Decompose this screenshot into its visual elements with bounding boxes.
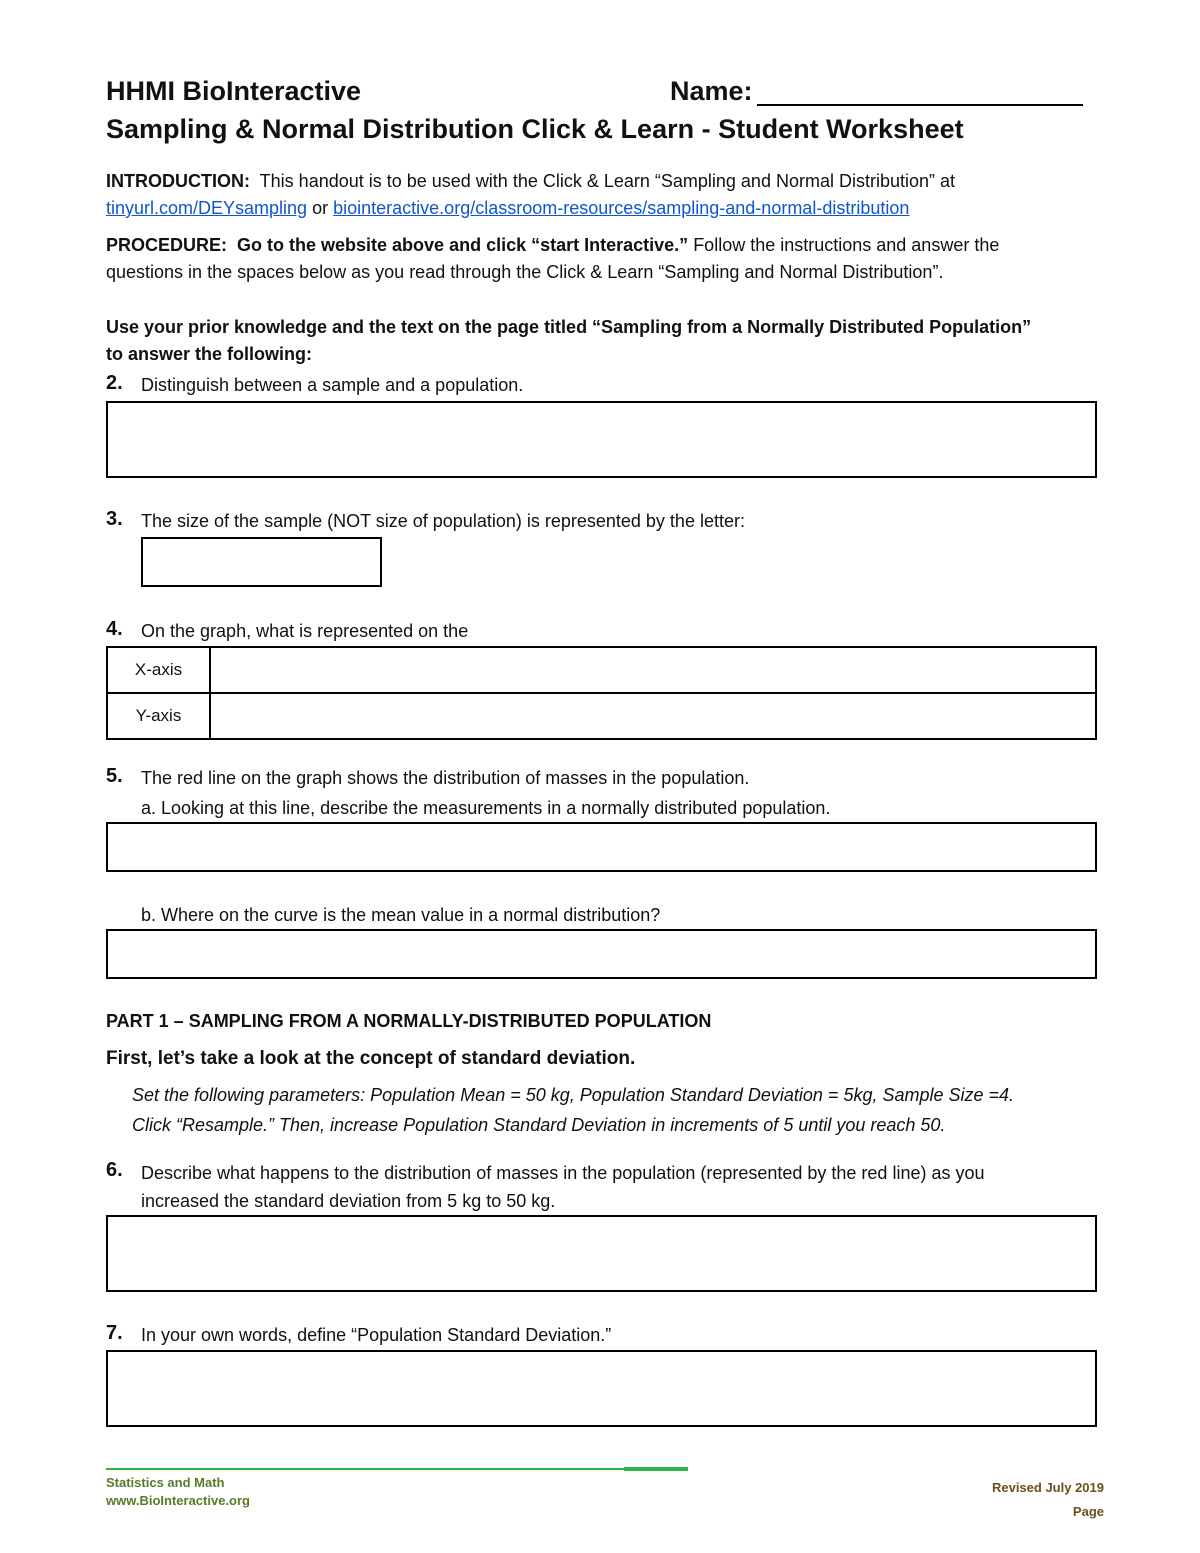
xaxis-label: X-axis	[107, 647, 210, 693]
intro-text: This handout is to be used with the Click & Learn “Sampling and Normal Distribution” at	[259, 171, 956, 191]
procedure-bold: Go to the website above and click “start Interactive.”	[237, 235, 689, 255]
q3-number: 3.	[106, 508, 123, 530]
procedure-label: PROCEDURE:	[106, 235, 228, 255]
intro-label: INTRODUCTION:	[106, 171, 250, 191]
part1-heading: PART 1 – SAMPLING FROM A NORMALLY-DISTRIBUTED POPULATION	[106, 1011, 712, 1031]
footer-rule	[106, 1468, 688, 1470]
intro-or: or	[312, 198, 329, 218]
intro-paragraph	[106, 168, 1106, 222]
q5-text: The red line on the graph shows the distribution of masses in the population.	[141, 768, 750, 788]
name-field[interactable]	[757, 104, 1083, 106]
table-row	[107, 693, 1096, 739]
prior-line-2: to answer the following:	[106, 344, 312, 364]
name-label	[670, 76, 753, 107]
footer-revised: Revised July 2019	[991, 1480, 1104, 1495]
axis-table	[106, 646, 1097, 740]
q4-text: On the graph, what is represented on the	[141, 621, 469, 641]
table-row	[107, 647, 1096, 693]
q4-number: 4.	[106, 618, 123, 640]
q2-text: Distinguish between a sample and a population.	[141, 375, 524, 395]
instr-line-2: Click “Resample.” Then, increase Population Standard Deviation in increments of 5 until you reach 50.	[132, 1115, 946, 1135]
q5a-answer-box[interactable]	[106, 822, 1097, 872]
q6-text	[141, 1159, 1101, 1215]
link-biointeractive[interactable]: biointeractive.org/classroom-resources/sampling-and-normal-distribution	[333, 198, 910, 218]
procedure-paragraph	[106, 232, 1106, 286]
procedure-text-2: questions in the spaces below as you read through the Click & Learn “Sampling and Normal Distribution”.	[106, 262, 944, 282]
q3-text: The size of the sample (NOT size of population) is represented by the letter:	[141, 511, 745, 531]
q6-number: 6.	[106, 1159, 123, 1181]
q3-answer-box[interactable]	[141, 537, 382, 587]
q6-line-1: Describe what happens to the distribution of masses in the population (represented by the red line) as you	[141, 1163, 985, 1183]
q5-number: 5.	[106, 765, 123, 787]
page-title: Sampling & Normal Distribution Click & Learn - Student Worksheet	[106, 114, 964, 144]
link-tinyurl[interactable]: tinyurl.com/DEYsampling	[106, 198, 308, 218]
procedure-text-1: Follow the instructions and answer the	[693, 235, 1000, 255]
q7-answer-box[interactable]	[106, 1350, 1097, 1427]
q7-text: In your own words, define “Population Standard Deviation.”	[141, 1325, 612, 1345]
xaxis-answer-cell[interactable]	[210, 647, 1096, 693]
footer-website[interactable]: www.BioInteractive.org	[106, 1493, 250, 1508]
yaxis-answer-cell[interactable]	[210, 693, 1096, 739]
footer-page: Page	[1072, 1504, 1104, 1519]
yaxis-label: Y-axis	[107, 693, 210, 739]
org-title: HHMI BioInteractive	[106, 76, 362, 106]
q6-line-2: increased the standard deviation from 5 kg to 50 kg.	[141, 1191, 556, 1211]
q5b-answer-box[interactable]	[106, 929, 1097, 979]
footer-subject: Statistics and Math	[106, 1475, 225, 1490]
q2-number: 2.	[106, 372, 123, 394]
q6-answer-box[interactable]	[106, 1215, 1097, 1292]
name-label-text: Name:	[670, 76, 753, 106]
prior-knowledge-instruction	[106, 314, 1116, 368]
instr-line-1: Set the following parameters: Population Mean = 50 kg, Population Standard Deviation = 5kg, Sample Size =4.	[132, 1085, 1015, 1105]
q5b-text: b. Where on the curve is the mean value in a normal distribution?	[141, 905, 661, 925]
q5a-text: a. Looking at this line, describe the measurements in a normally distributed population.	[141, 798, 831, 818]
prior-line-1: Use your prior knowledge and the text on the page titled “Sampling from a Normally Distributed Population”	[106, 317, 1032, 337]
footer-rule-accent	[624, 1467, 688, 1471]
q2-answer-box[interactable]	[106, 401, 1097, 478]
part1-subheading: First, let’s take a look at the concept of standard deviation.	[106, 1048, 636, 1069]
q7-number: 7.	[106, 1322, 123, 1344]
part1-instructions	[132, 1080, 1112, 1140]
